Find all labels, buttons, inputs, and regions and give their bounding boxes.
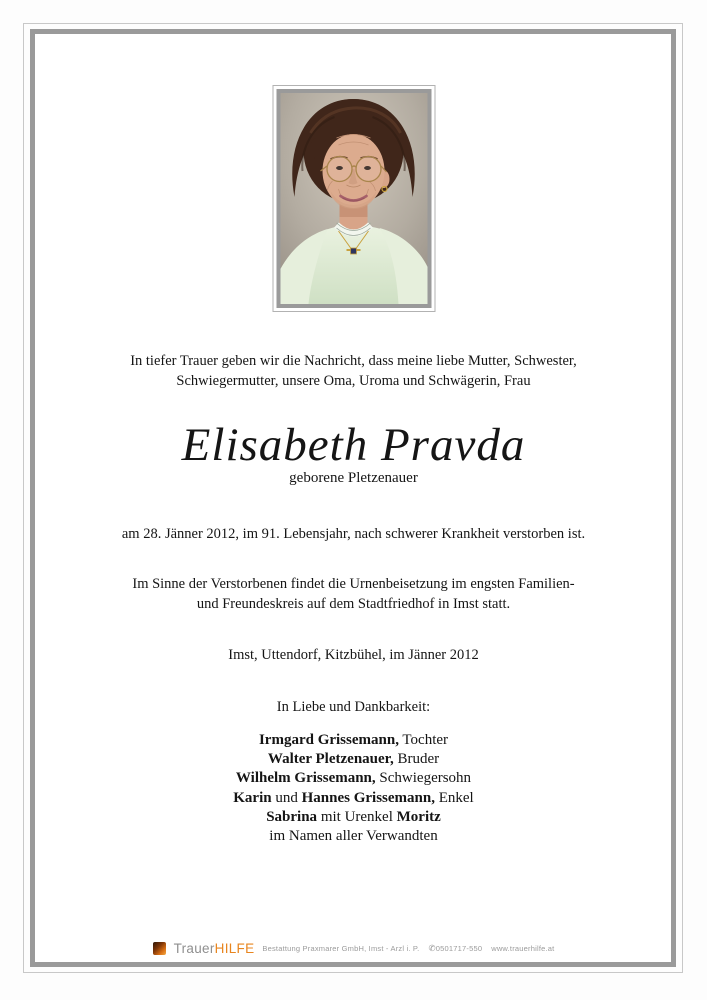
mourner-line <box>45 827 662 846</box>
mourner-line <box>45 750 662 769</box>
deceased-name: Elisabeth Pravda <box>181 419 526 471</box>
mourner-name: Moritz <box>396 808 441 825</box>
brand-part-hilfe: HILFE <box>214 940 255 956</box>
mourner-line <box>45 769 662 788</box>
mourner-relation: Tochter <box>398 732 449 748</box>
burial-text <box>45 574 662 614</box>
portrait-elderly-woman-illustration <box>280 93 427 304</box>
maiden-name: geborene Pletzenauer <box>289 470 418 486</box>
mourner-name: Sabrina <box>266 808 318 825</box>
burial-line-2: und Freundeskreis auf dem Stadtfriedhof in Imst statt. <box>196 596 511 612</box>
mourners-list <box>45 731 662 846</box>
intro-text <box>45 351 662 391</box>
mourner-name: Walter Pletzenauer, <box>267 751 394 768</box>
funeral-home-footer <box>0 938 707 958</box>
trauerhilfe-brand <box>174 941 255 956</box>
phone-icon: ✆ <box>428 942 436 953</box>
mourner-name: Karin <box>233 789 272 806</box>
portrait-photo-frame <box>272 85 435 312</box>
phone-line <box>428 943 482 954</box>
website-text: www.trauerhilfe.at <box>491 943 555 953</box>
mourner-relation: mit Urenkel <box>317 808 397 825</box>
mourner-name: Hannes Grissemann, <box>301 789 435 806</box>
intro-line-1: In tiefer Trauer geben wir die Nachricht, dass meine liebe Mutter, Schwester, <box>130 353 577 369</box>
death-date-line: am 28. Jänner 2012, im 91. Lebensjahr, nach schwerer Krankheit verstorben ist. <box>121 526 586 542</box>
mourner-line <box>45 789 662 808</box>
mourner-line <box>45 808 662 827</box>
places-date-line: Imst, Uttendorf, Kitzbühel, im Jänner 2012 <box>228 647 479 663</box>
mourner-line <box>45 731 662 750</box>
mourner-relation: Enkel <box>434 789 474 806</box>
mourner-relation: im Namen aller Verwandten <box>269 828 438 845</box>
mourner-relation: Schwiegersohn <box>375 770 472 787</box>
burial-line-1: Im Sinne der Verstorbenen findet die Urnenbeisetzung im engsten Familien- <box>132 576 575 592</box>
company-line: Bestattung Praxmarer GmbH, Imst - Arzl i. P. <box>262 943 420 953</box>
mourner-relation: Bruder <box>393 751 440 768</box>
portrait-photo <box>276 89 431 308</box>
brand-part-trauer: Trauer <box>173 940 215 956</box>
phone-number: 0501717-550 <box>435 943 483 953</box>
mourner-name: Irmgard Grissemann, <box>258 732 399 748</box>
mourner-relation: und <box>271 789 302 806</box>
intro-line-2: Schwiegermutter, unsere Oma, Uroma und Schwägerin, Frau <box>176 373 531 389</box>
mourner-name: Wilhelm Grissemann, <box>235 770 376 787</box>
trauerhilfe-logo-icon <box>153 942 166 955</box>
gratitude-line: In Liebe und Dankbarkeit: <box>276 699 431 715</box>
